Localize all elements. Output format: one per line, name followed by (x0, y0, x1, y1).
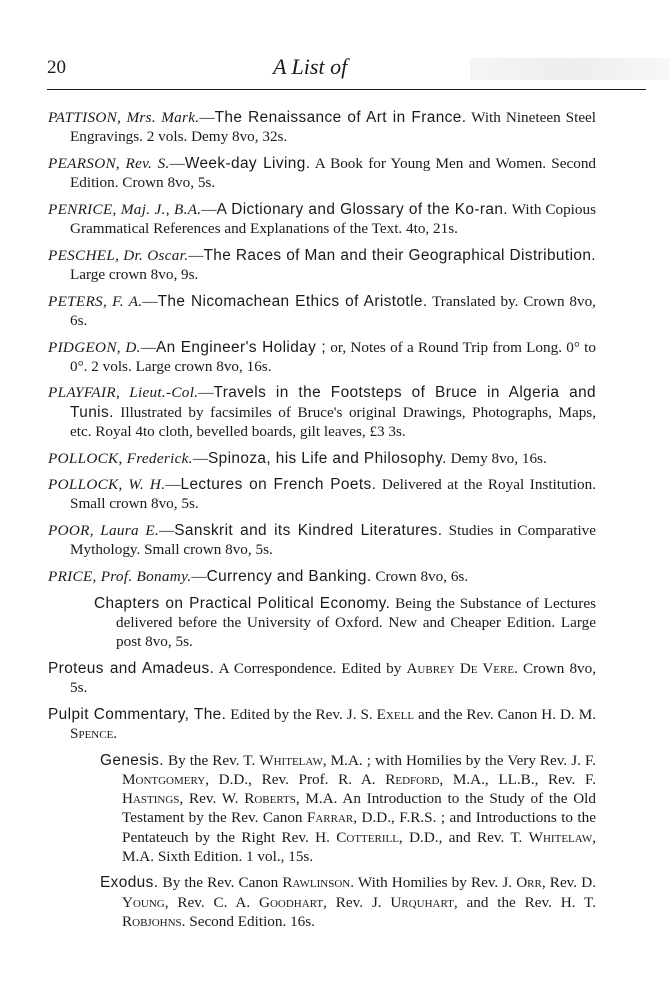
entry-proteus: Proteus and Amadeus. A Correspondence. Edited by Aubrey De Vere. Crown 8vo, 5s. (48, 659, 597, 697)
entry-title: Spinoza, his Life and Philosophy. (207, 449, 447, 467)
entry-author: PETERS, F. A. (48, 292, 143, 310)
entry-author: POLLOCK, W. H. (48, 476, 166, 494)
entry-details: Demy 8vo, 16s. (446, 449, 547, 467)
entry-pattison: PATTISON, Mrs. Mark.—The Renaissance of Art in France. With Nineteen Steel Engravings. 2 vols. Demy 8vo, 32s. (48, 109, 597, 146)
editor-name: Aubrey De Vere (406, 659, 515, 677)
entry-author: PEARSON, Rev. S. (48, 154, 170, 172)
entry-pidgeon: PIDGEON, D.—An Engineer's Holiday ; or, Notes of a Round Trip from Long. 0° to 0°. 2 vols. Large crown 8vo, 16s. (48, 338, 596, 375)
entry-title: Sanskrit and its Kindred Literatures. (174, 522, 443, 540)
entry-details: Studies in Comparative Mythology. Small crown 8vo, 5s. (70, 522, 597, 559)
entry-author: PATTISON, Mrs. Mark. (48, 109, 200, 126)
page-header (47, 54, 647, 93)
entry-title: Lectures on French Poets. (180, 476, 377, 494)
entry-playfair: PLAYFAIR, Lieut.-Col.—Travels in the Footsteps of Bruce in Algeria and Tunis. Illustrated by facsimiles of Bruce's original Drawings, Photographs, Maps, etc. Royal 4to cloth, bevelled boards, gilt leaves, £3 3s. (48, 384, 596, 440)
entry-penrice: PENRICE, Maj. J., B.A.—A Dictionary and Glossary of the Ko-ran. With Copious Grammatical References and Explanations of the Text. 4to, 21s. (48, 200, 596, 238)
entry-details: With Copious Grammatical References and Explanations of the Text. 4to, 21s. (70, 200, 596, 238)
entry-details: Delivered at the Royal Institution. Small crown 8vo, 5s. (70, 476, 596, 513)
entry-title: Pulpit Commentary, The. (48, 705, 227, 723)
entry-pollock-frederick: POLLOCK, Frederick.—Spinoza, his Life and Philosophy. Demy 8vo, 16s. (48, 449, 547, 467)
entry-title: Currency and Banking. (206, 568, 372, 586)
running-title: A List of (273, 54, 348, 79)
editor-name: Exell (376, 705, 415, 723)
entry-title: An Engineer's Holiday ; (155, 338, 327, 356)
entry-peters: PETERS, F. A.—The Nicomachean Ethics of Aristotle. Translated by. Crown 8vo, 6s. (48, 292, 596, 329)
entry-details: Illustrated by facsimiles of Bruce's original Drawings, Photographs, Maps, etc. Royal 4to cloth, bevelled boards, gilt leaves, £3 3s. (70, 403, 596, 440)
entry-details: A Book for Young Men and Women. Second Edition. Crown 8vo, 5s. (70, 154, 597, 192)
entry-details: Being the Substance of Lectures delivered before the University of Oxford. New and Cheaper Edition. Large post 8vo, 5s. (116, 594, 596, 651)
entry-peschel: PESCHEL, Dr. Oscar.—The Races of Man and their Geographical Distribution. Large crown 8vo, 9s. (48, 246, 596, 283)
entry-title: Chapters on Practical Political Economy. (94, 594, 391, 612)
editor-name: Spence (70, 724, 114, 742)
entry-details: With Nineteen Steel Engravings. 2 vols. Demy 8vo, 32s. (70, 109, 597, 146)
entry-genesis: Genesis. By the Rev. T. Whitelaw, M.A. ; with Homilies by the Very Rev. J. F. Montgomery, D.D., Rev. Prof. R. A. Redford, M.A., LL.B., Rev. F. Hastings, Rev. W. Roberts, M.A. An Introduction to the Study of the Old Testament by the Rev. Canon Farrar, D.D., F.R.S. ; and Introductions to the Pentateuch by the Right Rev. H. Cotterill, D.D., and Rev. T. Whitelaw, M.A. Sixth Edition. 1 vol., 15s. (100, 751, 596, 865)
entry-poor: POOR, Laura E.—Sanskrit and its Kindred Literatures. Studies in Comparative Mythology. Small crown 8vo, 5s. (48, 522, 597, 559)
entry-title: The Nicomachean Ethics of Aristotle. (157, 292, 428, 310)
catalogue-entries (48, 108, 596, 939)
entry-price: PRICE, Prof. Bonamy.—Currency and Banking. Crown 8vo, 6s. (48, 568, 469, 586)
page-number: 20 (47, 57, 66, 78)
entry-details: or, Notes of a Round Trip from Long. 0° to 0°. 2 vols. Large crown 8vo, 16s. (70, 338, 596, 375)
entry-author: PLAYFAIR, Lieut.-Col. (48, 384, 199, 402)
entry-price-chapters (94, 594, 596, 652)
entry-pollock-wh: POLLOCK, W. H.—Lectures on French Poets. Delivered at the Royal Institution. Small crown 8vo, 5s. (48, 476, 596, 513)
entry-exodus: Exodus. By the Rev. Canon Rawlinson. With Homilies by Rev. J. Orr, Rev. D. Young, Rev. C. A. Goodhart, Rev. J. Urquhart, and the Rev. H. T. Robjohns. Second Edition. 16s. (100, 874, 596, 930)
entry-author: POLLOCK, Frederick. (48, 449, 193, 467)
entry-author: PRICE, Prof. Bonamy. (48, 568, 192, 586)
entry-title: A Dictionary and Glossary of the Ko-ran. (216, 200, 508, 218)
entry-title: The Renaissance of Art in France. (214, 109, 467, 126)
entry-title: The Races of Man and their Geographical Distribution. (203, 246, 596, 264)
entry-author: PENRICE, Maj. J., B.A. (48, 200, 202, 218)
entry-details: Large crown 8vo, 9s. (70, 265, 199, 283)
entry-title: Week-day Living. (184, 154, 311, 172)
entry-author: PESCHEL, Dr. Oscar. (48, 246, 189, 264)
entry-pearson: PEARSON, Rev. S.—Week-day Living. A Book for Young Men and Women. Second Edition. Crown 8vo, 5s. (48, 154, 597, 192)
header-rule (47, 89, 646, 90)
entry-author: PIDGEON, D. (48, 338, 141, 356)
entry-title: Travels in the Footsteps of Bruce in Algeria and Tunis. (70, 384, 596, 421)
entry-pulpit-commentary: Pulpit Commentary, The. Edited by the Rev. J. S. Exell and the Rev. Canon H. D. M. Spence. (48, 705, 596, 742)
entry-title: Genesis. (100, 751, 164, 769)
entry-author: POOR, Laura E. (48, 522, 160, 540)
entry-title: Proteus and Amadeus. (48, 659, 215, 677)
entry-title: Exodus. (100, 874, 159, 892)
entry-details: Crown 8vo, 6s. (371, 568, 469, 586)
entry-details: Translated by. Crown 8vo, 6s. (70, 292, 596, 329)
